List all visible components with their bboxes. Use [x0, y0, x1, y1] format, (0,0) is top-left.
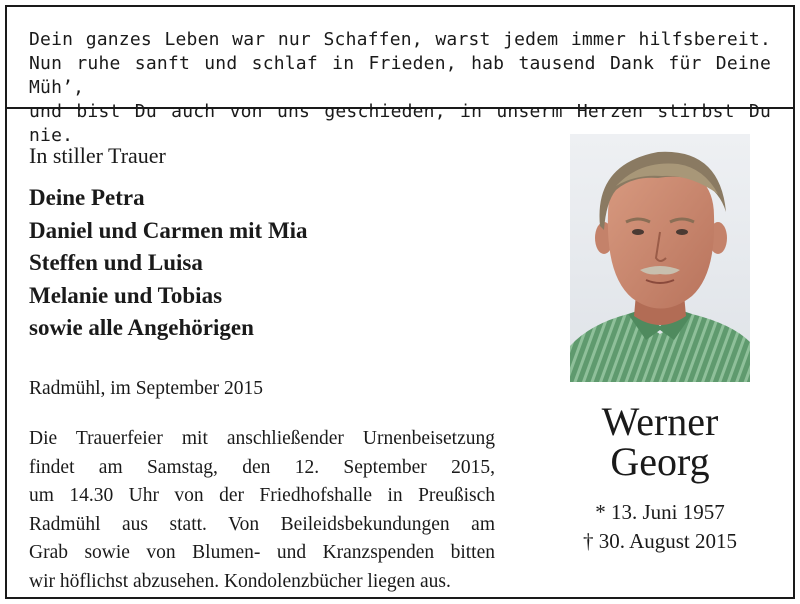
ceremony-line: Radmühl aus statt. Von Beileidsbekundungen am [29, 513, 495, 535]
ceremony-line: findet am Samstag, den 12. September 2015, [29, 456, 495, 478]
verse-line: und bist Du auch von uns geschieden, in unserm Herzen stirbst Du nie. [29, 101, 771, 146]
mourners-list [29, 182, 308, 345]
deceased-last-name: Georg [610, 439, 710, 484]
ceremony-line: Die Trauerfeier mit anschließender Urnenbeisetzung [29, 428, 495, 449]
ceremony-text [29, 425, 495, 597]
mourner-name: sowie alle Angehörigen [29, 315, 254, 340]
ceremony-line: um 14.30 Uhr von der Friedhofshalle in Preußisch [29, 485, 495, 507]
verse-line: Nun ruhe sanft und schlaf in Frieden, hab tausend Dank für Deine Müh’, [29, 53, 771, 98]
death-date: † 30. August 2015 [582, 529, 737, 553]
place-date: Radmühl, im September 2015 [29, 378, 263, 399]
mourner-name: Steffen und Luisa [29, 250, 203, 275]
birth-date: * 13. Juni 1957 [595, 500, 725, 524]
deceased-first-name: Werner [601, 399, 719, 444]
memorial-verse [29, 28, 771, 148]
mourner-name: Deine Petra [29, 185, 145, 210]
portrait-illustration [570, 134, 750, 382]
portrait-photo [570, 134, 750, 382]
intro-text: In stiller Trauer [29, 143, 166, 168]
mourner-name: Daniel und Carmen mit Mia [29, 217, 308, 243]
ceremony-line: wir höflichst abzusehen. Kondolenzbücher liegen aus. [29, 570, 451, 592]
verse-line: Dein ganzes Leben war nur Schaffen, warst jedem immer hilfsbereit. [29, 29, 771, 50]
divider-rule [5, 107, 795, 109]
mourner-name: Melanie und Tobias [29, 282, 223, 308]
ceremony-line: Grab sowie von Blumen- und Kranzspenden bitten [29, 542, 495, 564]
deceased-name [560, 399, 760, 484]
life-dates [560, 498, 760, 556]
